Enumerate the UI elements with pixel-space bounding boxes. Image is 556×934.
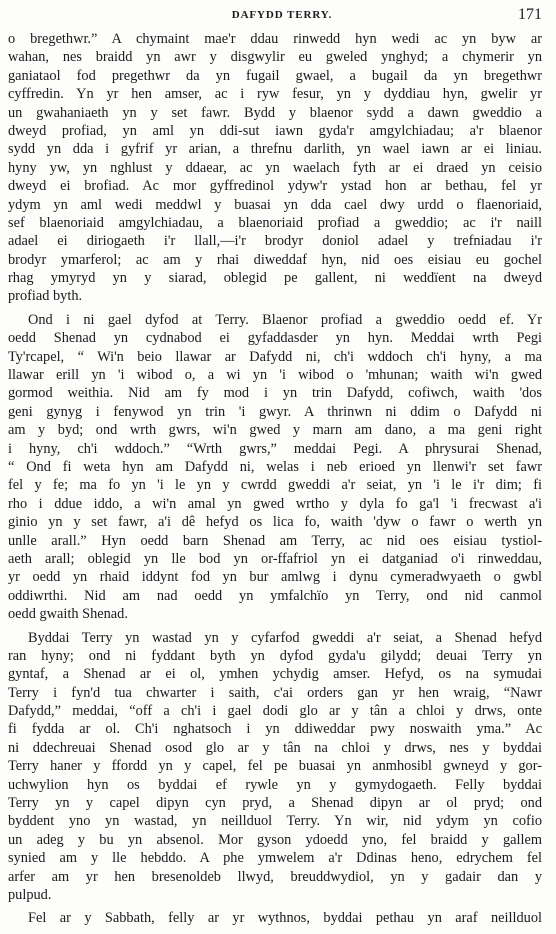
text-line: ganiataol fod pregethwr da yn fugail gwael, a bugail da yn bregethwr (8, 67, 542, 84)
text-line: gormod weithia. Nid am fy mod i yn trin Dafydd, cofiwch, waith 'dos (8, 385, 542, 402)
text-line: ginio yn y set fawr, a'i dê hefyd os lica fo, waith 'dyw o fawr o werth yn (8, 514, 542, 531)
text-line: o bregethwr.” A chymaint mae'r ddau rinwedd hyn wedi ac yn byw ar (8, 31, 542, 47)
text-line: oedd gwaith Shenad. (8, 606, 128, 623)
page-number: 171 (518, 6, 542, 23)
text-line: wahan, nes braidd yn awr y disgwylir eu gweled ynghyd; a chymerir yn (8, 49, 542, 66)
text-line: Byddai Terry yn wastad yn y cyfarfod gweddi a'r seiat, a Shenad hefyd (28, 629, 542, 646)
text-line: Terry haner y ffordd yn y capel, fel pe buasai yn anmhosibl gwneyd y gor- (8, 758, 542, 775)
text-line: i hyny, ch'i wddoch.” “Wrth gwrs,” meddai Pegi. A phrysurai Shenad, (8, 440, 542, 457)
text-line: byddent yno yn wastad, yn neillduol Terry. Yn wir, nid ydym yn cofio (8, 813, 542, 830)
text-line: fel y fe; ma fo yn 'i le yn y cwrdd gweddi a'r seiat, yn 'i le i'r dim; fi (8, 477, 542, 494)
paragraph (8, 30, 542, 306)
text-line: uchwylion hyn os byddai ef rywle yn y gymydogaeth. Felly byddai (8, 776, 542, 793)
text-line: sef blaenoriaid amgylchiadau, a blaenoriaid profiad a gweddio; ac i'r naill (8, 214, 542, 231)
text-line: llawar erill yn 'i wibod o, a wi yn 'i wibod o 'mhunan; waith wi'n gwed (8, 367, 542, 384)
text-line: ni ddechreuai Shenad osod glo ar y tân na chloi y drws, nes y byddai (8, 739, 542, 756)
text-line: dweyd ei brofiad. Ac mor gyffredinol ydyw'r ystad hon ar bethau, fel yr (8, 178, 542, 195)
text-line: aeth arall; oblegid yn lle bod yn or-ffafriol yn ei datganiad o'i rinweddau, (8, 550, 542, 567)
text-line: rho i ddue iddo, a wi'n amal yn gwed wrtho y dyla fo ga'l 'i frecwast a'i (8, 495, 542, 512)
text-body (8, 30, 542, 928)
text-line: un gwahaniaeth yn y set fawr. Bydd y blaenor sydd a dawn gweddio a (8, 104, 542, 121)
text-line: unlle arall.” Hyn oedd barn Shenad am Terry, ac nid oes eisiau tystiol- (8, 532, 542, 549)
page-header (8, 0, 556, 30)
text-line: gyntaf, a Shenad ar ei ol, ymhen ychydig amser. Hefyd, os na symudai (8, 666, 542, 683)
text-line: dweyd profiad, yn aml yn ddi-sut iawn gyda'r amgylchiadau; a'r blaenor (8, 122, 542, 139)
text-line: un adeg y bu yn absenol. Mor gyson ydoedd yno, fel braidd y gallem (8, 831, 542, 848)
paragraph (8, 629, 542, 905)
text-line: Terry yn y capel dipyn cyn pryd, a Shenad dipyn ar ol pryd; ond (8, 795, 542, 812)
text-line: Fel ar y Sabbath, felly ar yr wythnos, byddai pethau yn araf neillduol (28, 910, 542, 927)
text-line: ydym yn aml wedi meddwl y buasai yn dda cael dwy urdd o flaenoriaid, (8, 196, 542, 213)
text-line: oedd Shenad yn cydnabod ei gyfaddasder yn hyn. Meddai wrth Pegi (8, 330, 542, 347)
text-line: yr oedd yn rhaid iddynt fod yn bur amlwg i dynu cymeradwyaeth o gwbl (8, 569, 542, 586)
text-line: Terry i fyn'd tua chwarter i saith, c'ai orders gan yr hen wraig, “Nawr (8, 684, 542, 701)
text-line: Dafydd,” meddai, “off a ch'i i gael dodi glo ar y tân a chloi y drws, onte (8, 703, 542, 720)
running-title: DAFYDD TERRY. (231, 9, 333, 21)
text-line: brodyr ymarferol; ac am y rhai diweddaf hyn, nid oes eisiau eu gochel (8, 251, 542, 268)
text-line: rhag ymyryd yn y siarad, oblegid pe gallent, ni weddïent na dweyd (8, 270, 542, 287)
text-line: “ Ond fi weta hyn am Dafydd ni, welas i neb erioed yn llenwi'r set fawr (8, 458, 542, 475)
text-line: profiad byth. (8, 288, 83, 305)
text-line: pulpud. (8, 886, 52, 903)
text-line: Ond i ni gael dyfod at Terry. Blaenor profiad a gweddio oedd ef. Yr (28, 311, 542, 328)
text-line: sydd yn dda i gyfrif yr arian, a threfnu darlith, yn wael iawn ar ei liniau. (8, 141, 542, 158)
text-line: synied am y lle hebddo. A phe ymwelem a'r Ddinas heno, edrychem fel (8, 850, 542, 867)
text-line: arfer am yr hen bresenoldeb llwyd, breuddwydiol, yn y gadair dan y (8, 868, 542, 885)
text-line: geni gynyg i fenywod yn trin 'i gwyr. A thrinwn ni ddim o Dafydd ni (8, 403, 542, 420)
paragraph (8, 311, 542, 624)
text-line: fi fydda ar ol. Ch'i nghatsoch i yn ddiweddar pwy noswaith yma.” Ac (8, 721, 542, 738)
text-line: oddiwrthi. Nid am nad oedd yn ymfalchïo yn Terry, ond nid canmol (8, 587, 542, 604)
text-line: cyffredin. Yn yr hen amser, ac i ryw fesur, yn y dyddiau hyn, gwelir yr (8, 86, 542, 103)
text-line: hyny yw, yn nghlust y ddaear, ac yn waelach fyth ar ei draed yn ceisio (8, 159, 542, 176)
text-line: ran hyny; ond ni fyddant byth yn dyfod gyda'u gilydd; deuai Terry yn (8, 647, 542, 664)
text-line: am y byd; ond wrth gwrs, wi'n gwed y marn am dano, a ma geni right (8, 422, 542, 439)
paragraph (8, 909, 542, 927)
text-line: Ty'rcapel, “ Wi'n beio llawar ar Dafydd ni, ch'i wddoch ch'i hyny, a ma (8, 348, 542, 365)
text-line: adael ei diriogaeth i'r llall,—i'r brodyr doniol adael y trefniadau i'r (8, 233, 542, 250)
